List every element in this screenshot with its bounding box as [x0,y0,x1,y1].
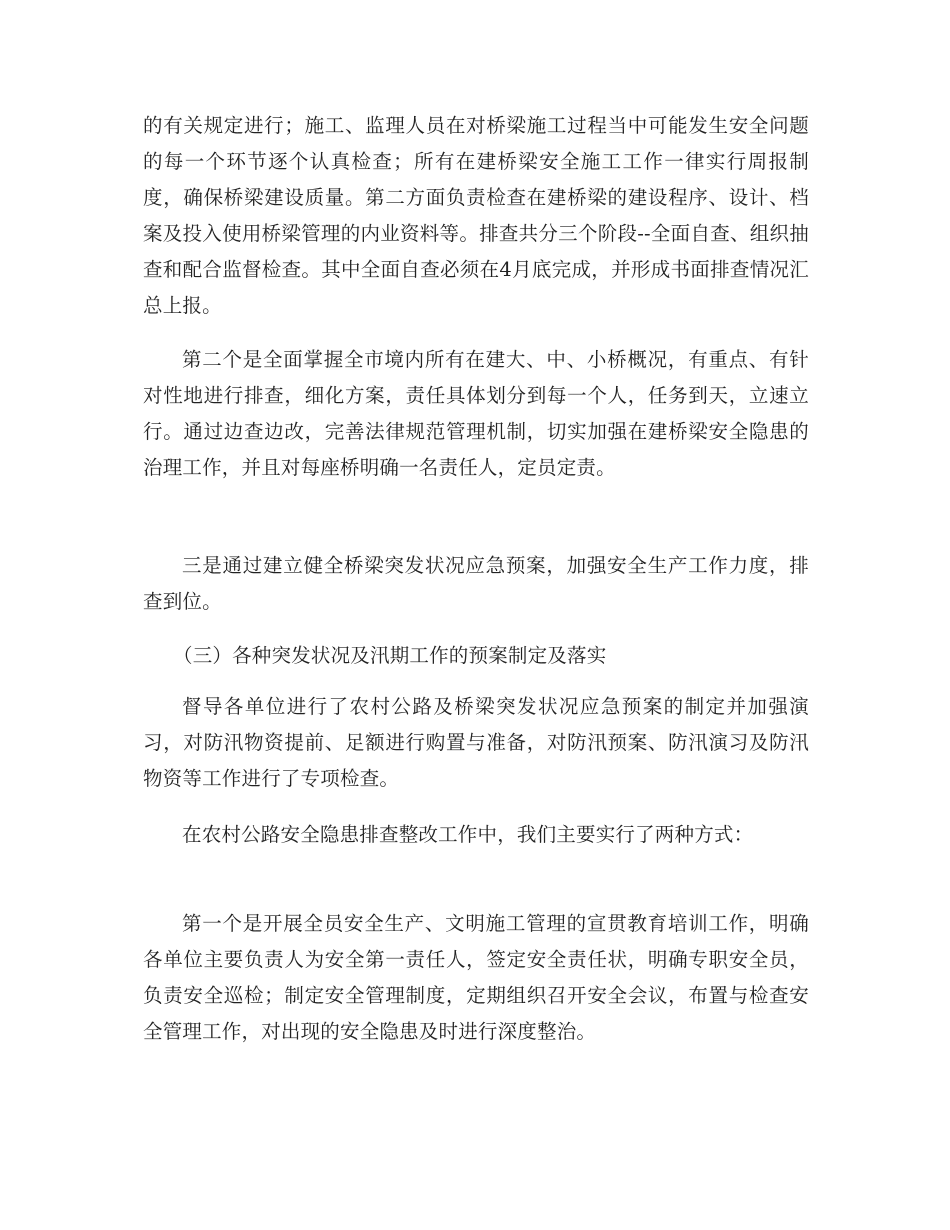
paragraph-4: 督导各单位进行了农村公路及桥梁突发状况应急预案的制定并加强演习，对防汛物资提前、足额进行购置与准备，对防汛预案、防汛演习及防汛物资等工作进行了专项检查。 [143,695,809,790]
paragraph-2: 第二个是全面掌握全市境内所有在建大、中、小桥概况，有重点、有针对性地进行排查，细化方案，责任具体划分到每一个人，任务到天，立速立行。通过边查边改，完善法律规范管理机制，切实加强在建桥梁安全隐患的治理工作，并且对每座桥明确一名责任人，定员定责。 [143,348,809,479]
section-heading: （三）各种突发状况及汛期工作的预案制定及落实 [173,644,607,667]
paragraph-3: 三是通过建立健全桥梁突发状况应急预案，加强安全生产工作力度，排查到位。 [143,554,809,613]
paragraph-5: 在农村公路安全隐患排查整改工作中，我们主要实行了两种方式： [182,823,754,846]
paragraph-1: 的有关规定进行；施工、监理人员在对桥梁施工过程当中可能发生安全问题的每一个环节逐个认真检查；所有在建桥梁安全施工工作一律实行周报制度，确保桥梁建设质量。第二方面负责检查在建桥梁的建设程序、设计、档案及投入使用桥梁管理的内业资料等。排查共分三个阶段--全面自查、组织抽查和配合监督检查。其中全面自查必须在4月底完成，并形成书面排查情况汇总上报。 [143,114,809,317]
paragraph-6: 第一个是开展全员安全生产、文明施工管理的宣贯教育培训工作，明确各单位主要负责人为安全第一责任人，签定安全责任状，明确专职安全员，负责安全巡检；制定安全管理制度，定期组织召开安全会议，布置与检查安全管理工作，对出现的安全隐患及时进行深度整治。 [143,912,809,1043]
